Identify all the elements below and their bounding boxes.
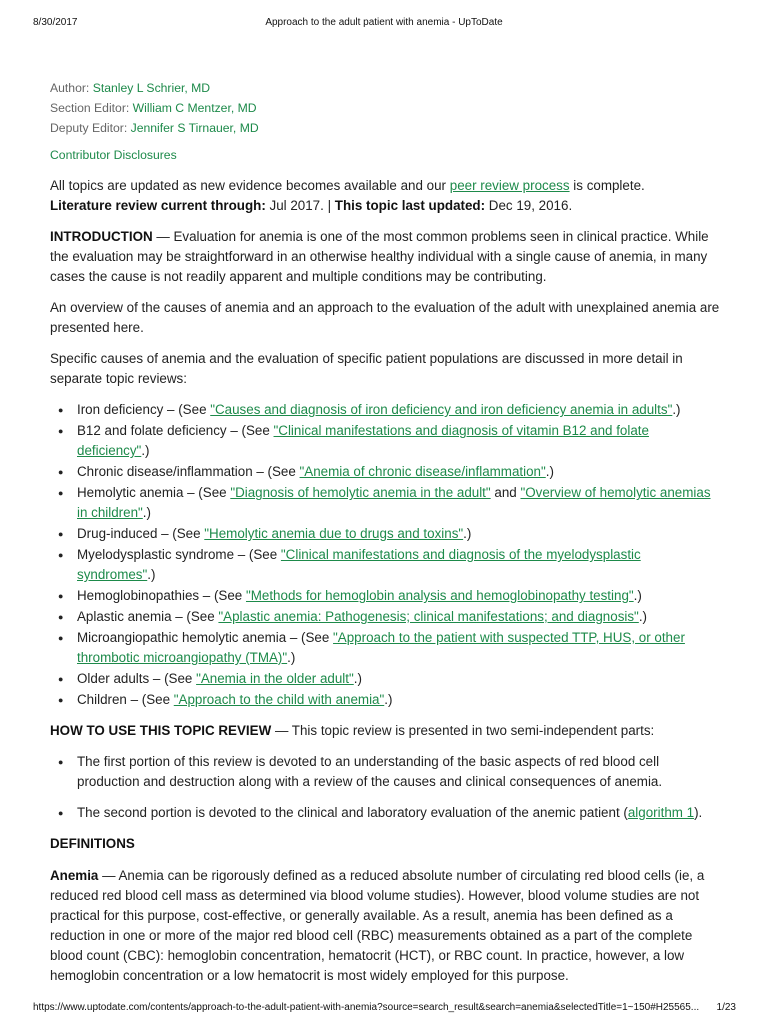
update-notice xyxy=(50,176,722,216)
anemia-definition xyxy=(50,866,722,986)
contributor-disclosures-link[interactable]: Contributor Disclosures xyxy=(50,148,177,162)
cause-text: Hemoglobinopathies – (See xyxy=(77,588,246,603)
author-block xyxy=(50,78,722,138)
cause-text: Chronic disease/inflammation – (See xyxy=(77,464,300,479)
cause-text: Microangiopathic hemolytic anemia – (See xyxy=(77,630,334,645)
author-label: Author: xyxy=(50,81,90,95)
intro-paragraph xyxy=(50,227,722,287)
list-item xyxy=(50,462,722,482)
algorithm-link[interactable]: algorithm 1 xyxy=(627,805,695,820)
cause-text: Aplastic anemia – (See xyxy=(77,609,219,624)
list-item xyxy=(50,524,722,544)
list-item xyxy=(50,628,722,668)
section-editor-link[interactable]: William C Mentzer, MD xyxy=(132,101,257,115)
overview-paragraph: An overview of the causes of anemia and an approach to the evaluation of the adult with unexplained anemia are presented here. xyxy=(50,300,720,335)
list-item xyxy=(50,607,722,627)
topic-link[interactable]: "Anemia in the older adult" xyxy=(196,671,354,686)
specific-causes-paragraph: Specific causes of anemia and the evaluation of specific patient populations are discussed in more detail in separate topic reviews: xyxy=(50,351,683,386)
cause-text: .) xyxy=(545,464,554,479)
cause-text: .) xyxy=(638,609,647,624)
howto-list xyxy=(50,752,722,823)
lit-review-date: Jul 2017. | xyxy=(265,198,335,213)
topic-link[interactable]: "Approach to the child with anemia" xyxy=(173,692,385,707)
howto-heading: HOW TO USE THIS TOPIC REVIEW xyxy=(50,723,272,738)
author-link[interactable]: Stanley L Schrier, MD xyxy=(92,81,211,95)
intro-text: — Evaluation for anemia is one of the most common problems seen in clinical practice. While the evaluation may be straightforward in an otherwise healthy individual with a single cause of anemia, in many cases the cause is not readily apparent and multiple conditions may be contributing. xyxy=(50,229,709,284)
cause-text: and xyxy=(490,485,521,500)
section-editor-label: Section Editor: xyxy=(50,101,130,115)
cause-text: .) xyxy=(353,671,362,686)
cause-text: .) xyxy=(287,650,296,665)
cause-text: Older adults – (See xyxy=(77,671,197,686)
topic-link[interactable]: "Aplastic anemia: Pathogenesis; clinical manifestations; and diagnosis" xyxy=(218,609,639,624)
peer-review-link[interactable]: peer review process xyxy=(449,178,570,193)
list-item xyxy=(50,803,722,823)
howto-paragraph xyxy=(50,721,722,741)
cause-text: .) xyxy=(141,443,150,458)
page-number: 1/23 xyxy=(716,1002,736,1013)
deputy-editor-label: Deputy Editor: xyxy=(50,121,128,135)
cause-text: Myelodysplastic syndrome – (See xyxy=(77,547,281,562)
cause-text: .) xyxy=(142,505,151,520)
list-item xyxy=(50,586,722,606)
anemia-label: Anemia xyxy=(50,868,99,883)
topic-link[interactable]: "Causes and diagnosis of iron deficiency and iron deficiency anemia in adults" xyxy=(210,402,673,417)
intro-heading: INTRODUCTION xyxy=(50,229,153,244)
definitions-heading: DEFINITIONS xyxy=(50,836,135,851)
lit-review-label: Literature review current through: xyxy=(50,198,266,213)
list-item xyxy=(50,483,722,523)
last-updated-label: This topic last updated: xyxy=(334,198,486,213)
cause-text: B12 and folate deficiency – (See xyxy=(77,423,274,438)
cause-text: Children – (See xyxy=(77,692,174,707)
list-item xyxy=(50,545,722,585)
howto-b2-end: ). xyxy=(694,805,703,820)
topic-link[interactable]: "Diagnosis of hemolytic anemia in the adult" xyxy=(230,485,491,500)
topic-link[interactable]: "Overview of hemolytic anemias in children" xyxy=(77,485,711,520)
topic-link[interactable]: "Hemolytic anemia due to drugs and toxins" xyxy=(204,526,464,541)
cause-text: Drug-induced – (See xyxy=(77,526,205,541)
print-url: https://www.uptodate.com/contents/approach-to-the-adult-patient-with-anemia?source=search_result&search=anemia&selectedTitle=1~150#H25565... xyxy=(33,1002,700,1013)
cause-text: .) xyxy=(672,402,681,417)
deputy-editor-line xyxy=(50,118,722,138)
section-editor-line xyxy=(50,98,722,118)
cause-text: Hemolytic anemia – (See xyxy=(77,485,231,500)
update-text-end: is complete. xyxy=(569,178,645,193)
causes-list xyxy=(50,400,722,710)
topic-link[interactable]: "Approach to the patient with suspected TTP, HUS, or other thrombotic microangiopathy (TMA)" xyxy=(77,630,685,665)
list-item xyxy=(50,669,722,689)
list-item xyxy=(50,421,722,461)
topic-link[interactable]: "Clinical manifestations and diagnosis of the myelodysplastic syndromes" xyxy=(77,547,641,582)
list-item xyxy=(50,400,722,420)
list-item: ● The first portion of this review is devoted to an understanding of the basic aspects of red blood cell production and destruction along with a review of the causes and clinical consequences of anemia. xyxy=(50,752,722,792)
last-updated-date: Dec 19, 2016. xyxy=(485,198,573,213)
cause-text: .) xyxy=(633,588,642,603)
anemia-text: — Anemia can be rigorously defined as a reduced absolute number of circulating red blood cells (ie, a reduced red blood cell mass as determined via blood volume studies). However, blood volume studies are not practical for this purpose, cost-effective, or generally available. As a result, anemia has been defined as a reduction in one or more of the major red blood cell (RBC) measurements obtained as a part of the complete blood count (CBC): hemoglobin concentration, hematocrit (HCT), or RBC count. In practice, however, a low hemoglobin concentration or a low hematocrit is most widely employed for this purpose. xyxy=(50,868,705,983)
cause-text: .) xyxy=(463,526,472,541)
update-text: All topics are updated as new evidence becomes available and our xyxy=(50,178,450,193)
howto-text: — This topic review is presented in two semi-independent parts: xyxy=(271,723,655,738)
print-title: Approach to the adult patient with anemia - UpToDate xyxy=(265,17,503,28)
deputy-editor-link[interactable]: Jennifer S Tirnauer, MD xyxy=(130,121,259,135)
list-item xyxy=(50,690,722,710)
topic-link[interactable]: "Methods for hemoglobin analysis and hemoglobinopathy testing" xyxy=(245,588,634,603)
cause-text: .) xyxy=(147,567,156,582)
author-line xyxy=(50,78,722,98)
topic-link[interactable]: "Anemia of chronic disease/inflammation" xyxy=(299,464,546,479)
cause-text: Iron deficiency – (See xyxy=(77,402,211,417)
article xyxy=(50,78,722,986)
topic-link[interactable]: "Clinical manifestations and diagnosis of vitamin B12 and folate deficiency" xyxy=(77,423,649,458)
howto-b2-text: The second portion is devoted to the clinical and laboratory evaluation of the anemic patient ( xyxy=(77,805,628,820)
print-date: 8/30/2017 xyxy=(33,17,78,28)
cause-text: .) xyxy=(384,692,393,707)
